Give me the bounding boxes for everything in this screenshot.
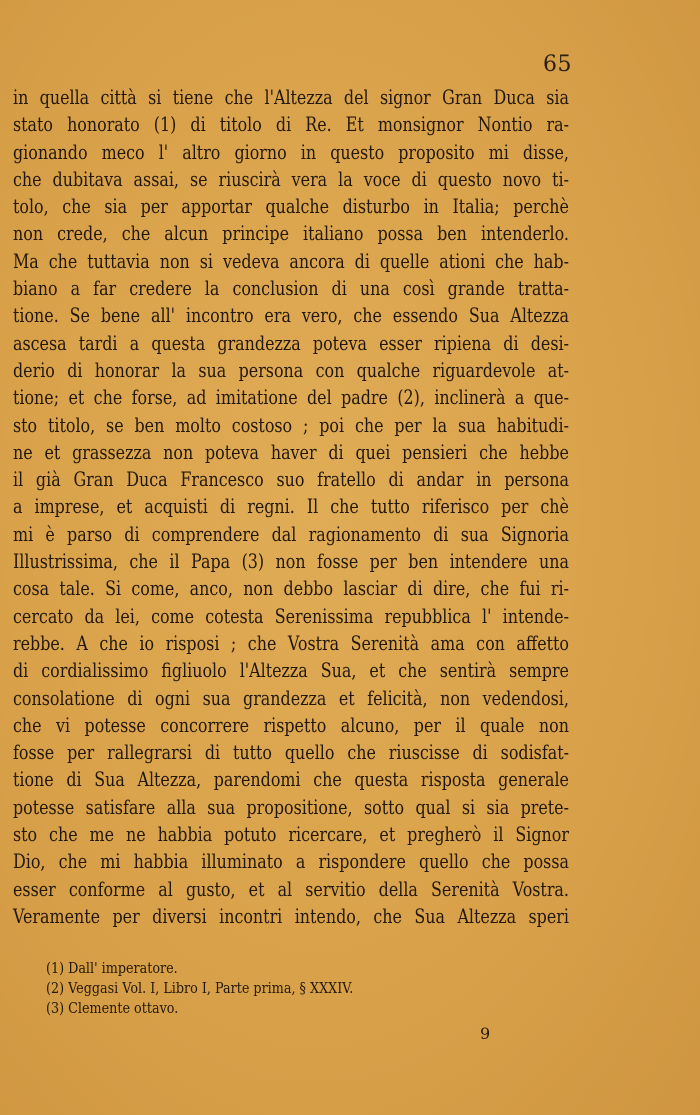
- footnote: (2) Veggasi Vol. I, Libro I, Parte prima, § XXXIV.: [46, 979, 354, 997]
- text-line: cercato da lei, come cotesta Serenissima repubblica l' intende-: [13, 604, 569, 628]
- text-line: rebbe. A che io risposi ; che Vostra Serenità ama con affetto: [13, 631, 569, 655]
- text-line: stato honorato (1) di titolo di Re. Et monsignor Nontio ra-: [13, 113, 569, 137]
- text-line: che vi potesse concorrere rispetto alcuno, per il quale non: [13, 713, 569, 737]
- text-line: di cordialissimo figliuolo l'Altezza Sua, et che sentirà sempre: [13, 659, 569, 683]
- text-line: Illustrissima, che il Papa (3) non fosse per ben intendere una: [13, 550, 569, 574]
- footnotes: [46, 958, 353, 1018]
- text-line: ascesa tardi a questa grandezza poteva esser ripiena di desi-: [13, 331, 569, 355]
- text-line: biano a far credere la conclusion di una così grande tratta-: [13, 277, 569, 301]
- body-text: [13, 84, 569, 930]
- text-line: a imprese, et acquisti di regni. Il che tutto riferisco per chè: [13, 495, 569, 519]
- text-line: il già Gran Duca Francesco suo fratello di andar in persona: [13, 468, 569, 492]
- text-line: cosa tale. Si come, anco, non debbo lasciar di dire, che fui ri-: [13, 577, 569, 601]
- text-line: Ma che tuttavia non si vedeva ancora di quelle ationi che hab-: [13, 249, 569, 273]
- text-line: ne et grassezza non poteva haver di quei pensieri che hebbe: [13, 440, 569, 464]
- text-line: Veramente per diversi incontri intendo, che Sua Altezza speri: [13, 904, 569, 928]
- text-line: tione. Se bene all' incontro era vero, che essendo Sua Altezza: [13, 304, 569, 328]
- page-number: 65: [543, 52, 572, 77]
- footnote: (1) Dall' imperatore.: [46, 959, 178, 977]
- text-line: che dubitava assai, se riuscirà vera la voce di questo novo ti-: [13, 167, 569, 191]
- text-line: mi è parso di comprendere dal ragionamento di sua Signoria: [13, 522, 569, 546]
- text-line: derio di honorar la sua persona con qualche riguardevole at-: [13, 358, 569, 382]
- text-line: fosse per rallegrarsi di tutto quello che riuscisse di sodisfat-: [13, 741, 569, 765]
- text-line: potesse satisfare alla sua propositione, sotto qual si sia prete-: [13, 795, 569, 819]
- footnote: (3) Clemente ottavo.: [46, 999, 179, 1017]
- signature-mark: 9: [480, 1024, 491, 1043]
- text-line: consolatione di ogni sua grandezza et felicità, non vedendosi,: [13, 686, 569, 710]
- text-line: Dio, che mi habbia illuminato a rispondere quello che possa: [13, 850, 569, 874]
- text-line: non crede, che alcun principe italiano possa ben intenderlo.: [13, 222, 569, 246]
- text-line: tione; et che forse, ad imitatione del padre (2), inclinerà a que-: [13, 386, 569, 410]
- text-line: tione di Sua Altezza, parendomi che questa risposta generale: [13, 768, 569, 792]
- text-line: esser conforme al gusto, et al servitio della Serenità Vostra.: [13, 877, 569, 901]
- text-line: sto titolo, se ben molto costoso ; poi che per la sua habitudi-: [13, 413, 569, 437]
- text-line: tolo, che sia per apportar qualche disturbo in Italia; perchè: [13, 195, 569, 219]
- text-line: gionando meco l' altro giorno in questo proposito mi disse,: [13, 140, 569, 164]
- text-line: sto che me ne habbia potuto ricercare, et pregherò il Signor: [13, 823, 569, 847]
- text-line: in quella città si tiene che l'Altezza del signor Gran Duca sia: [13, 86, 569, 109]
